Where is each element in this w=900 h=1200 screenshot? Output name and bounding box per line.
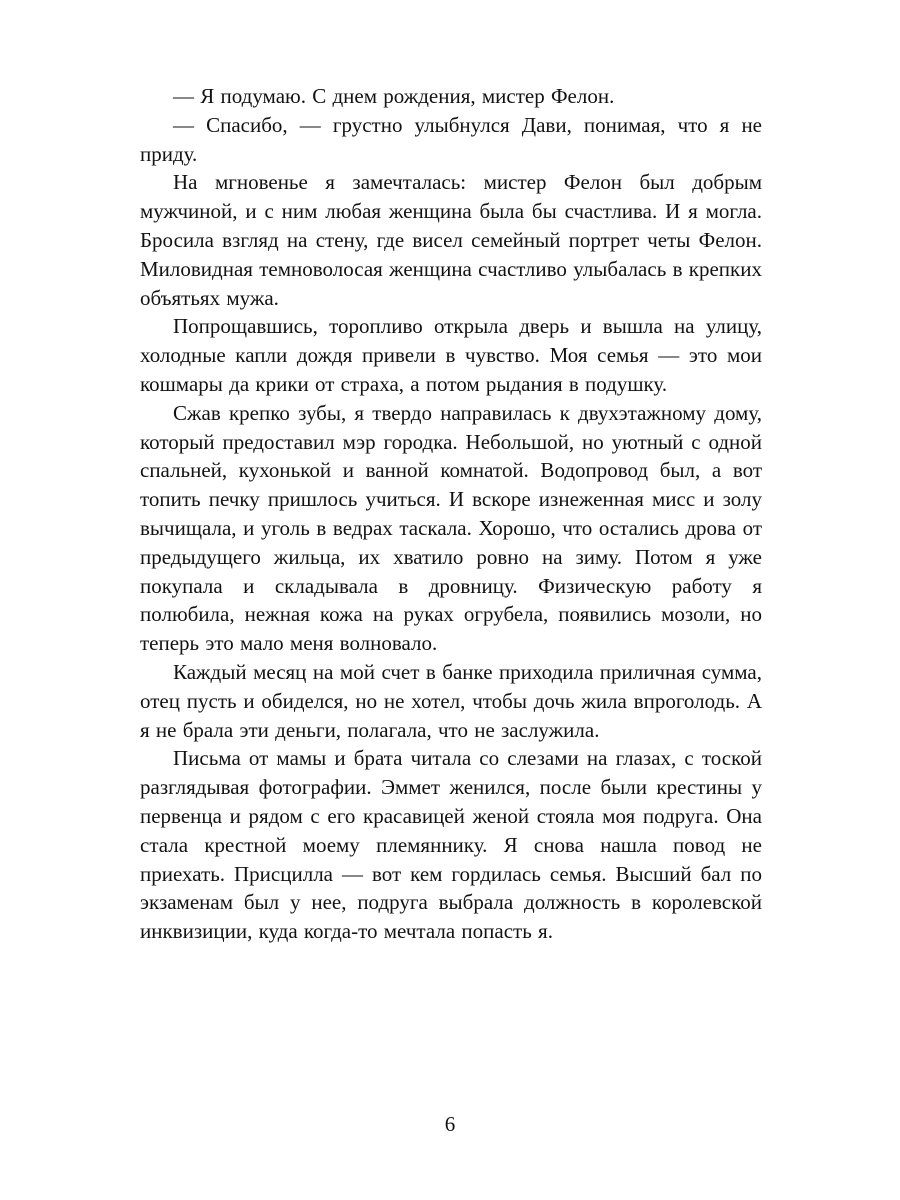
page-number: 6 bbox=[444, 1112, 456, 1136]
paragraph: — Я подумаю. С днем рождения, мистер Фелон. bbox=[173, 84, 615, 108]
paragraph: — Спасибо, — грустно улыбнулся Дави, понимая, что я не приду. bbox=[140, 112, 762, 166]
paragraph: Сжав крепко зубы, я твердо направилась к двухэтажному дому, который предоставил мэр городка. Небольшой, но уютный с одной спальней, кухонькой и ванной комнатой. Водопровод был, а вот топить печку пришлось учиться. И вскоре изнеженная мисс и золу вычищала, и уголь в ведрах таскала. Хорошо, что остались дрова от предыдущего жильца, их хватило ровно на зиму. Потом я уже покупала и складывала в дровницу. Физическую работу я полюбила, нежная кожа на руках огрубела, появились мозоли, но теперь это мало меня волновало. bbox=[140, 400, 762, 656]
text-block bbox=[140, 82, 762, 946]
paragraph: Каждый месяц на мой счет в банке приходила приличная сумма, отец пусть и обиделся, но не хотел, чтобы дочь жила впроголодь. А я не брала эти деньги, полагала, что не заслужила. bbox=[140, 659, 762, 742]
paragraph: На мгновенье я замечталась: мистер Фелон был добрым мужчиной, и с ним любая женщина была бы счастлива. И я могла. Бросила взгляд на стену, где висел семейный портрет четы Фелон. Миловидная темноволосая женщина счастливо улыбалась в крепких объятьях мужа. bbox=[140, 170, 762, 310]
paragraph: Попрощавшись, торопливо открыла дверь и вышла на улицу, холодные капли дождя привели в чувство. Моя семья — это мои кошмары да крики от страха, а потом рыдания в подушку. bbox=[140, 314, 762, 396]
paragraph: Письма от мамы и брата читала со слезами на глазах, с тоской разглядывая фотографии. Эммет женился, после были крестины у первенца и рядом с его красавицей женой стояла моя подруга. Она стала крестной моему племяннику. Я снова нашла повод не приехать. Присцилла — вот кем гордилась семья. Высший бал по экзаменам был у нее, подруга выбрала должность в королевской инквизиции, куда когда-то мечтала попасть я. bbox=[140, 746, 762, 944]
